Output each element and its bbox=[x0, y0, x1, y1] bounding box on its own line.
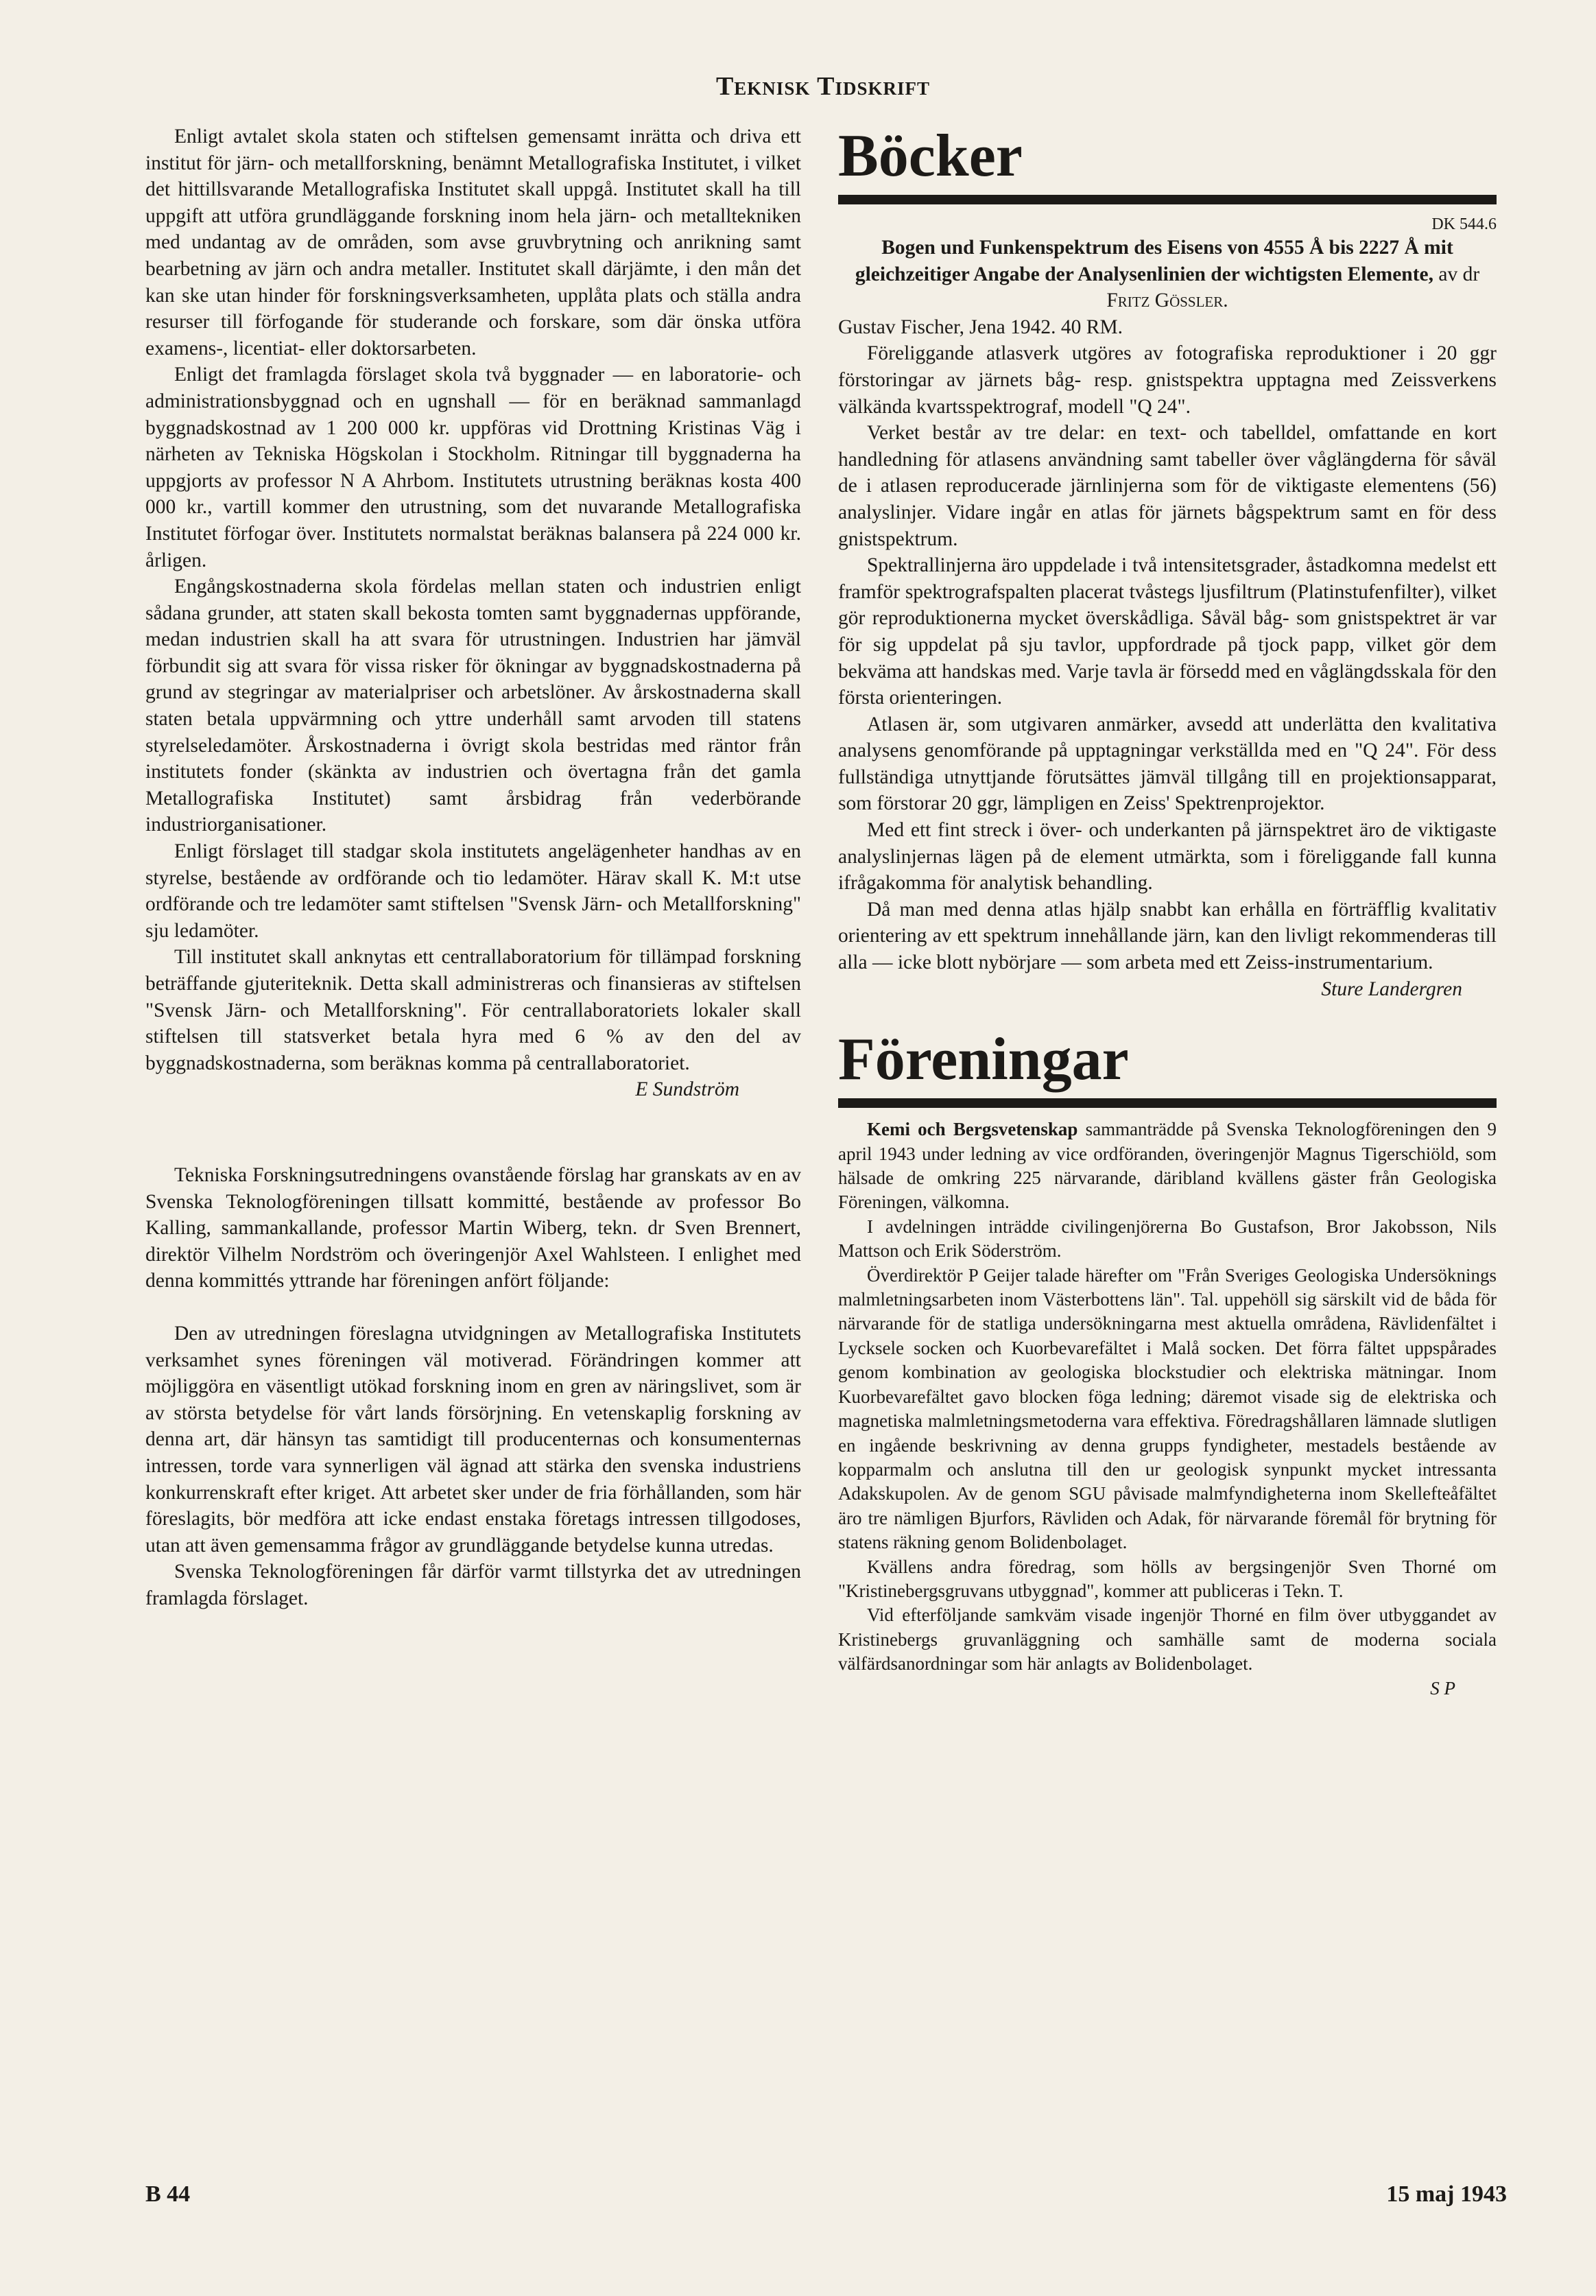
paragraph: Svenska Teknologföreningen får därför varmt tillstyrka det av utredningen framlagda förslaget. bbox=[145, 1561, 801, 1609]
paragraph: Då man med denna atlas hjälp snabbt kan erhålla en förträfflig kvalitativ orientering av ett spektrum innehållande järn, kan den livligt rekommenderas till alla — icke blott nybörjare — som arbeta med ett Zeiss-instrumentarium. bbox=[838, 898, 1497, 974]
article-part-1 bbox=[145, 123, 801, 1103]
paragraph: Den av utredningen föreslagna utvidgningen av Metallografiska Institutets verksamhet synes föreningen väl motiverad. Förändringen kommer att möjliggöra en väsentligt utökad forskning inom en gren av näringslivet, som är av största betydelse för vårt lands försörjning. En vetenskaplig forskning av denna art, där hänsyn tas samtidigt till producenternas och konsumenternas intressen, torde vara synnerligen väl ägnad att stärka den svenska industriens konkurrenskraft efter kriget. Att arbetet sker under de fria förhållanden, som här föreslagits, bör medföra att icke endast enstaka företags intressen tillgodoses, utan att även gemensamma frågor av grundläggande betydelse kunna utredas. bbox=[145, 1322, 801, 1557]
heading-rule bbox=[838, 195, 1497, 204]
paragraph: Vid efterföljande samkväm visade ingenjör Thorné en film över utbyggandet av Kristinebergs gruvanläggning och samhälle samt de moderna sociala välfärdsanordningar som här anlagts av Bolidenbolaget. bbox=[838, 1605, 1497, 1674]
paragraph: Engångskostnaderna skola fördelas mellan staten och industrien enligt sådana grunder, att staten skall bekosta tomten samt byggnadernas uppförande, medan industrien skall ha att svara för utrustningen. Industrien har jämväl förbundit sig att svara för vissa risker för ökningar av byggnadskostnaderna på grund av stegringar av materialpriser och arbetslöner. Av årskostnaderna skall staten betala uppvärmning och yttre underhåll samt arvoden till statens styrelseledamöter. Årskostnaderna i övrigt skola bestridas med räntor från institutets fonder (skänkta av industrien och övertagna från det gamla Metallografiska Institutet) samt årsbidrag från vederbörande industriorganisationer. bbox=[145, 576, 801, 836]
paragraph: Verket består av tre delar: en text- och tabelldel, omfattande en kort handledning för atlasens användning samt tabeller över våglängderna för såväl de i atlasen reproducerade järnlinjerna som för de viktigaste elementens (56) analyslinjer. Vidare ingår en atlas för järnets bågspektrum samt en för dess gnistspektrum. bbox=[838, 422, 1497, 550]
paragraph: Överdirektör P Geijer talade härefter om "Från Sveriges Geologiska Undersöknings malmletningsarbeten inom Västerbottens län". Tal. uppehöll sig särskilt vid de båda för närvarande för de statliga undersökningarna mest aktuella områdena, Rävlidenfältet i Lycksele socken och Kuorbevarefältet i Malå socken. Det förra fältet uppspårades genom kombination av geologiska blockstudier och elektriska mätningar. Inom Kuorbevarefältet gavo blocken föga ledning; däremot visade sig de elektriska och magnetiska malmletningsmetoderna vara effektiva. Föredragshållaren lämnade slutligen en ingående beskrivning av denna grupps fyndigheter, mestadels bestående av kopparmalm och anslutna till den ur geologisk synpunkt mycket intressanta Adakskupolen. Av de genom SGU påvisade malmfyndigheterna inom Skellefteåfältet äro tre nämligen Bjurfors, Rävliden och Adak, för närvarande föremål för brytning för statens räkning genom Bolidenbolaget. bbox=[838, 1264, 1497, 1553]
paragraph: I avdelningen inträdde civilingenjörerna Bo Gustafson, Bror Jakobsson, Nils Mattson och Erik Söderström. bbox=[838, 1216, 1497, 1262]
paragraph: Enligt det framlagda förslaget skola två byggnader — en laboratorie- och administrationsbyggnad och en ugnshall — för en beräknad sammanlagd byggnadskostnad av 1 200 000 kr. uppföras vid Drottning Kristinas Väg i närheten av Tekniska Högskolan i Stockholm. Ritningar till byggnaderna ha uppgjorts av professor N A Ahrbom. Institutets utrustning beräknas kosta 400 000 kr., vartill kommer den utrustning, som det nuvarande Metallografiska Institutet förfogar över. Institutets normalstat beräknas balansera på 224 000 kr. årligen. bbox=[145, 364, 801, 571]
paragraph: Kvällens andra föredrag, som hölls av bergsingenjör Sven Thorné om "Kristinebergsgruvans utbyggnad", kommer att publiceras i Tekn. T. bbox=[838, 1556, 1497, 1601]
signature-landergren: Sture Landergren bbox=[1321, 978, 1462, 1000]
page-number: B 44 bbox=[145, 2181, 191, 2207]
paragraph: Enligt förslaget till stadgar skola institutets angelägenheter handhas av en styrelse, bestående av ordförande och tio ledamöter. Härav skall K. M:t utse ordförande och tre ledamöter samt stiftelsen "Svensk Järn- och Metallforskning" sju ledamöter. bbox=[145, 840, 801, 942]
book-title: Bogen und Funkenspektrum des Eisens von 4555 Å bis 2227 Å mit gleichzeitiger Angabe der Analysenlinien der wichtigsten Elemente, bbox=[855, 237, 1453, 285]
societies-section bbox=[838, 1117, 1497, 1701]
societies-heading: Föreningar bbox=[838, 1026, 1129, 1093]
paragraph: Till institutet skall anknytas ett centrallaboratorium för tillämpad forskning beträffande gjuteriteknik. Detta skall administreras och finansieras av stiftelsen "Svensk Järn- och Metallforskning". För centrallaboratoriets lokaler skall stiftelsen till statsverket betala hyra med 6 % av den del av byggnadskostnaderna, som beräknas komma på centrallaboratoriet. bbox=[145, 946, 801, 1074]
left-column bbox=[145, 123, 801, 1611]
book-author: Fritz Gössler. bbox=[1106, 289, 1228, 312]
book-publisher: Gustav Fischer, Jena 1942. 40 RM. bbox=[838, 316, 1123, 338]
issue-date: 15 maj 1943 bbox=[1386, 2181, 1507, 2207]
books-heading: Böcker bbox=[838, 123, 1023, 189]
book-author-prefix: av dr bbox=[1438, 263, 1480, 285]
society-entry bbox=[838, 1117, 1497, 1215]
society-lead: Kemi och Bergsvetenskap bbox=[867, 1119, 1078, 1140]
article-part-2 bbox=[145, 1162, 801, 1294]
heading-rule bbox=[838, 1098, 1497, 1108]
signature-sp: S P bbox=[1430, 1677, 1455, 1699]
paragraph: Spektrallinjerna äro uppdelade i två intensitetsgrader, åstadkomna medelst ett framför spektrografspalten placerat tvåstegs ljusfiltrum (Platinstufenfilter), vilket gör reproduktionerna mycket överskådliga. Såväl båg- som gnistspektret är var för sig uppdelat på sju tavlor, uppfordrade på tjock papp, vilket gör dem bekväma att handskas med. Varje tavla är försedd med en våglängdsskala för den första orienteringen. bbox=[838, 554, 1497, 709]
right-column bbox=[838, 123, 1497, 1701]
dk-code: DK 544.6 bbox=[1431, 215, 1497, 233]
masthead: Teknisk Tidskrift bbox=[715, 72, 931, 101]
society-text: sammanträdde på Svenska Teknologföreningen den 9 april 1943 under ledning av vice ordföranden, överingenjör Magnus Tigerschiöld, som hälsade de omkring 225 närvarande, däribland kvällens gäster från Geologiska Föreningen, välkomna. bbox=[838, 1119, 1497, 1213]
paragraph: Atlasen är, som utgivaren anmärker, avsedd att underlätta den kvalitativa analysens genomförande på upptagningar verkställda med en "Q 24". För dess fullständiga utnyttjande förutsättes jämväl tillgång till en projektionsapparat, som förstorar 20 ggr, lämpligen en Zeiss' Spektrenprojektor. bbox=[838, 713, 1497, 815]
article-part-3 bbox=[145, 1321, 801, 1612]
paragraph: Föreliggande atlasverk utgöres av fotografiska reproduktioner i 20 ggr förstoringar av järnets båg- resp. gnistspektra upptagna med Zeissverkens välkända kvartsspektrograf, modell "Q 24". bbox=[838, 342, 1497, 418]
paragraph: Tekniska Forskningsutredningens ovanstående förslag har granskats av en av Svenska Teknologföreningen tillsatt kommitté, bestående av professor Bo Kalling, sammankallande, professor Martin Wiberg, tekn. dr Sven Brennert, direktör Vilhelm Nordström och överingenjör Axel Wahlsteen. I enlighet med denna kommittés yttrande har föreningen anfört följande: bbox=[145, 1163, 801, 1292]
paragraph: Enligt avtalet skola staten och stiftelsen gemensamt inrätta och driva ett institut för järn- och metallforskning, benämnt Metallografiska Institutet, i vilket det hittillsvarande Metallografiska Institutet skall uppgå. Institutet skall ha till uppgift att utföra grundläggande forskning inom hela järn- och metalltekniken med undantag av de områden, som avse gruvbrytning och anrikning samt bearbetning av järn och andra metaller. Institutet skall därjämte, i den mån det kan ske utan hinder för forskningsverksamheten, upplåta plats och ställa andra resurser till förfogande för studerande och forskare, som där önska utföra examens-, licentiat- eller doktorsarbeten. bbox=[145, 126, 801, 359]
paragraph: Med ett fint streck i över- och underkanten på järnspektret äro de viktigaste analyslinjernas lägen på de element utmärkta, som i föreliggande fall kunna ifrågakomma för analytisk behandling. bbox=[838, 819, 1497, 895]
signature-sundstrom: E Sundström bbox=[635, 1078, 739, 1101]
book-entry bbox=[838, 235, 1497, 314]
